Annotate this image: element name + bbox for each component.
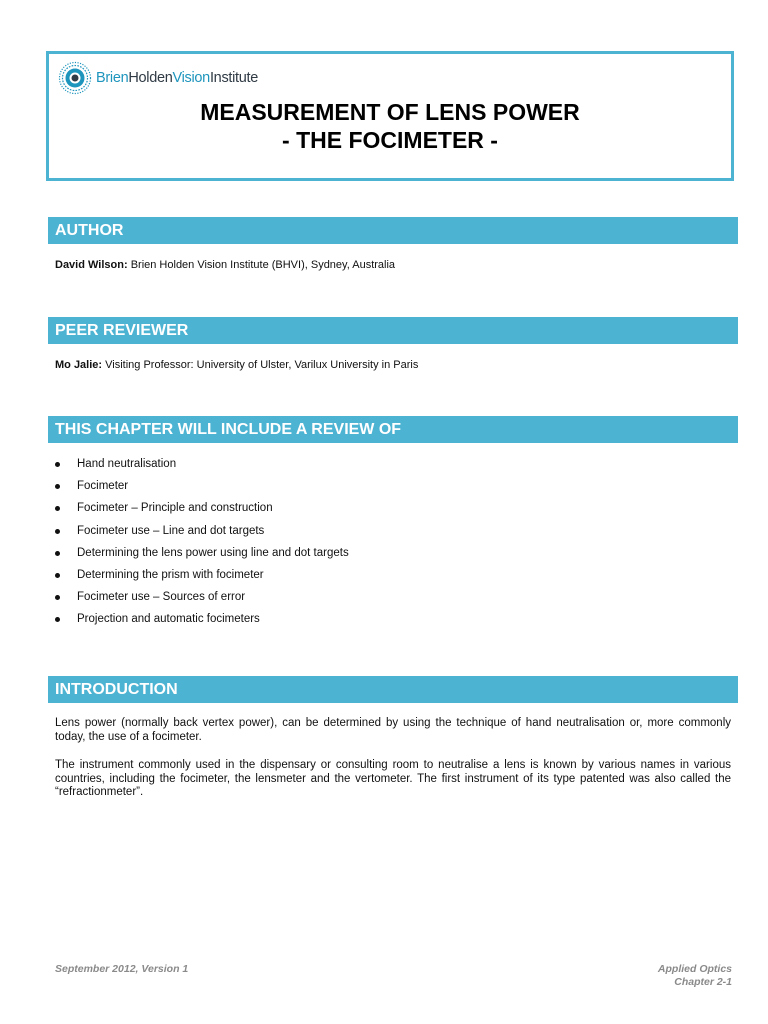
institute-logo <box>58 60 258 96</box>
footer-chapter-number: Chapter 2-1 <box>674 975 732 988</box>
list-item-label: Focimeter use – Sources of error <box>77 591 246 604</box>
list-item <box>55 613 349 635</box>
author-heading: AUTHOR <box>48 217 738 244</box>
list-item <box>55 547 349 569</box>
list-item-label: Determining the prism with focimeter <box>77 568 264 581</box>
bullet-icon <box>55 573 60 578</box>
list-item <box>55 480 349 502</box>
list-item-label: Projection and automatic focimeters <box>77 613 260 626</box>
list-item <box>55 458 349 480</box>
list-item <box>55 569 349 591</box>
list-item-label: Focimeter use – Line and dot targets <box>77 524 265 537</box>
author-line <box>55 258 395 272</box>
bullet-icon <box>55 484 60 489</box>
title-box <box>46 51 734 181</box>
title-line-1: MEASUREMENT OF LENS POWER <box>200 99 580 125</box>
logo-word-institute: Institute <box>209 70 259 86</box>
logo-word-holden: Holden <box>128 70 173 86</box>
list-item-label: Determining the lens power using line and dot targets <box>77 546 349 559</box>
intro-paragraph-1: Lens power (normally back vertex power), can be determined by using the technique of hand neutralisation or, more commonly today, the use of a focimeter. <box>55 717 731 743</box>
list-item-label: Focimeter <box>77 480 129 493</box>
footer-chapter <box>658 963 732 988</box>
peer-reviewer-line <box>55 358 418 372</box>
list-item <box>55 525 349 547</box>
eye-logo-icon <box>58 61 92 95</box>
title-line-2: - THE FOCIMETER - <box>282 127 498 153</box>
author-affiliation: Brien Holden Vision Institute (BHVI), Sydney, Australia <box>127 259 396 271</box>
list-item-label: Focimeter – Principle and construction <box>77 502 273 515</box>
footer-date-version: September 2012, Version 1 <box>55 963 189 975</box>
bullet-icon <box>55 551 60 556</box>
author-name: David Wilson: <box>55 259 128 271</box>
list-item <box>55 591 349 613</box>
logo-wordmark <box>96 70 258 86</box>
bullet-icon <box>55 462 60 467</box>
peer-reviewer-affiliation: Visiting Professor: University of Ulster, Varilux University in Paris <box>102 359 419 371</box>
logo-word-vision: Vision <box>172 70 210 86</box>
document-title <box>49 98 731 154</box>
footer-book-title: Applied Optics <box>657 963 732 975</box>
bullet-icon <box>55 617 60 622</box>
list-item-label: Hand neutralisation <box>77 458 177 470</box>
bullet-icon <box>55 595 60 600</box>
review-heading: THIS CHAPTER WILL INCLUDE A REVIEW OF <box>48 416 738 443</box>
list-item <box>55 502 349 524</box>
bullet-icon <box>55 506 60 511</box>
introduction-heading: INTRODUCTION <box>48 676 738 703</box>
peer-reviewer-heading: PEER REVIEWER <box>48 317 738 344</box>
review-list <box>55 458 349 636</box>
bullet-icon <box>55 529 60 534</box>
peer-reviewer-name: Mo Jalie: <box>55 359 103 371</box>
logo-word-brien: Brien <box>96 70 129 86</box>
intro-paragraph-2: The instrument commonly used in the dispensary or consulting room to neutralise a lens is known by various names in various countries, including the focimeter, the lensmeter and the vertometer. The first instrument of its type patented was also called the “refractionmeter”. <box>55 759 731 798</box>
